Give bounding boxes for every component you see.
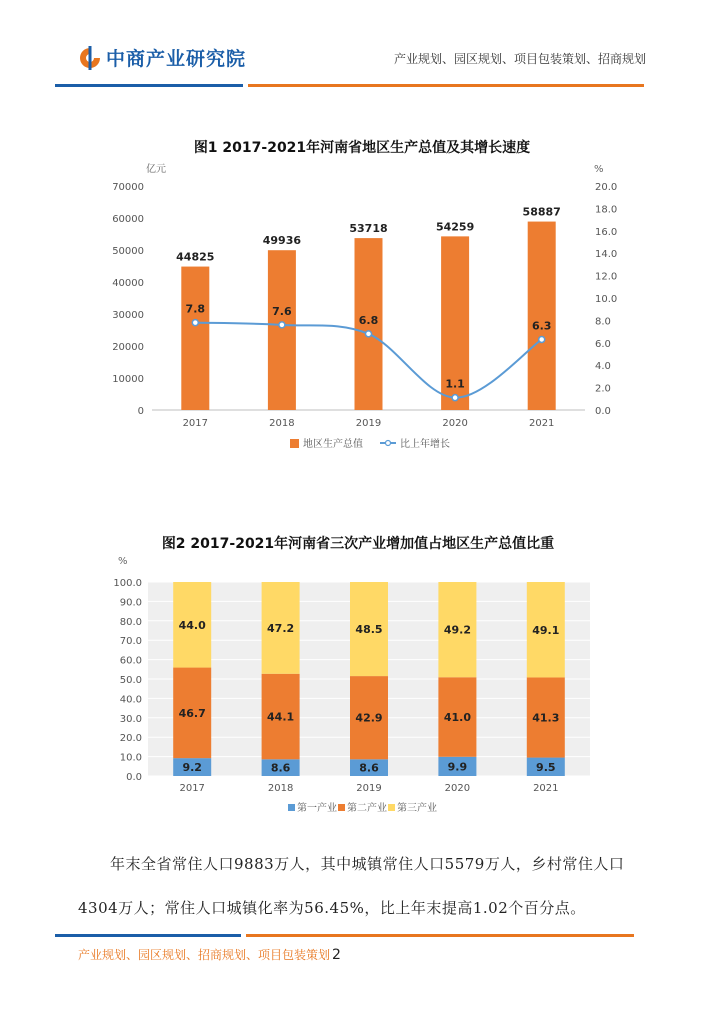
growth-point (366, 331, 372, 337)
chart2-y-tick: 40.0 (119, 694, 142, 706)
chart1-x-tick: 2018 (269, 418, 295, 429)
population-paragraph (78, 842, 650, 930)
legend-swatch-gdp (290, 439, 299, 448)
industry-chart-svg (0, 528, 724, 828)
primary-segment-label: 9.2 (182, 761, 202, 775)
primary-segment-label: 8.6 (270, 761, 291, 775)
chart2-y-tick: 70.0 (119, 636, 142, 648)
logo (78, 44, 246, 71)
page-number: 2 (332, 947, 341, 963)
chart1-x-tick: 2019 (355, 418, 382, 429)
chart2-y-tick: 50.0 (119, 675, 142, 686)
footer-text: 产业规划、园区规划、招商规划、项目包装策划 (78, 948, 331, 962)
chart-industry-share (0, 528, 724, 828)
legend-swatch-primary (288, 804, 295, 811)
chart2-title: 图2 2017-2021年河南省三次产业增加值占地区生产总值比重 (161, 536, 555, 552)
chart1-y2-tick: 2.0 (595, 383, 611, 395)
chart2-y-tick: 80.0 (119, 616, 142, 628)
legend-marker-growth (386, 441, 391, 446)
tertiary-segment-label: 44.0 (178, 618, 206, 632)
chart1-y2-tick: 6.0 (595, 338, 611, 350)
chart2-x-tick: 2019 (356, 783, 382, 794)
growth-label: 7.8 (185, 302, 206, 316)
footer-rule-blue (55, 934, 241, 937)
chart1-legend (290, 437, 450, 450)
secondary-segment-label: 41.0 (443, 711, 471, 725)
chart1-x-tick: 2021 (528, 418, 555, 429)
secondary-segment-label: 41.3 (532, 711, 560, 725)
tertiary-segment-label: 48.5 (355, 623, 383, 637)
legend-label-secondary: 第二产业 (347, 803, 387, 814)
gdp-bar (181, 267, 209, 410)
chart1-y-tick: 60000 (112, 214, 144, 225)
chart1-bars (176, 206, 561, 410)
footer (78, 946, 341, 963)
chart2-x-tick: 2018 (267, 783, 294, 794)
chart2-legend (288, 801, 437, 814)
legend-swatch-secondary (338, 804, 345, 811)
growth-label: 1.1 (445, 377, 465, 391)
logo-icon (78, 46, 102, 70)
chart1-y2-tick: 10.0 (595, 294, 618, 305)
secondary-segment-label: 42.9 (355, 711, 383, 725)
chart1-y-tick: 50000 (112, 246, 144, 257)
growth-label: 6.8 (358, 313, 379, 327)
growth-point (452, 395, 458, 401)
chart2-y-tick: 90.0 (119, 597, 142, 609)
header-rule-blue (55, 84, 243, 87)
chart1-y2-tick: 14.0 (595, 249, 618, 261)
chart1-y-tick: 10000 (112, 374, 144, 385)
chart2-x-tick: 2020 (444, 783, 471, 794)
legend-label-gdp: 地区生产总值 (303, 439, 363, 450)
chart1-left-unit: 亿元 (146, 164, 166, 175)
chart2-y-tick: 60.0 (119, 655, 142, 667)
gdp-bar-label: 53718 (349, 222, 388, 236)
growth-label: 7.6 (272, 304, 292, 318)
legend-label-tertiary: 第三产业 (397, 803, 437, 814)
chart1-y2-tick: 8.0 (595, 316, 611, 328)
legend-label-growth: 比上年增长 (400, 439, 450, 450)
chart2-x-tick: 2021 (533, 783, 559, 794)
growth-point (539, 336, 545, 342)
gdp-chart-svg (0, 128, 724, 458)
legend-swatch-tertiary (388, 804, 395, 811)
growth-point (192, 320, 198, 326)
chart1-y-tick: 40000 (112, 278, 144, 289)
legend-label-primary: 第一产业 (297, 803, 337, 814)
chart1-y2-tick: 12.0 (595, 271, 618, 283)
primary-segment-label: 9.5 (536, 760, 556, 774)
chart1-title: 图1 2017-2021年河南省地区生产总值及其增长速度 (193, 140, 531, 156)
gdp-bar (528, 222, 556, 410)
gdp-bar-label: 44825 (176, 250, 215, 264)
chart2-x-tick: 2017 (179, 783, 205, 794)
chart2-y-tick: 0.0 (126, 772, 142, 783)
gdp-bar-label: 49936 (262, 234, 302, 248)
header-tagline: 产业规划、园区规划、项目包装策划、招商规划 (393, 52, 646, 66)
chart2-y-tick: 30.0 (119, 713, 142, 725)
paragraph-text: 年末全省常住人口9883万人，其中城镇常住人口5579万人，乡村常住人口4304万人；常住人口城镇化率为56.45%，比上年末提高1.02个百分点。 (78, 855, 625, 917)
secondary-segment-label: 44.1 (267, 710, 295, 724)
gdp-bar (268, 250, 296, 410)
primary-segment-label: 9.9 (447, 760, 468, 774)
chart2-y-tick: 100.0 (113, 578, 142, 589)
chart1-y2-tick: 4.0 (595, 361, 611, 373)
chart1-right-unit: % (594, 164, 604, 175)
footer-rule-orange (246, 934, 634, 937)
chart2-y-tick: 10.0 (119, 752, 142, 764)
growth-label: 6.3 (531, 319, 552, 333)
logo-text: 中商产业研究院 (106, 48, 247, 70)
chart1-y2-tick: 20.0 (595, 182, 618, 193)
chart1-y2-tick: 0.0 (595, 406, 611, 417)
page-header (0, 0, 724, 90)
chart1-x-tick: 2017 (182, 418, 209, 429)
secondary-segment-label: 46.7 (178, 706, 206, 720)
gdp-bar-label: 58887 (522, 205, 561, 219)
chart1-x-tick: 2020 (442, 418, 468, 429)
growth-point (279, 322, 285, 328)
chart1-y2-tick: 18.0 (595, 204, 618, 216)
tertiary-segment-label: 49.1 (532, 623, 560, 637)
chart2-y-tick: 20.0 (119, 733, 142, 745)
header-rule-orange (248, 84, 644, 87)
primary-segment-label: 8.6 (359, 761, 379, 775)
tertiary-segment-label: 47.2 (267, 621, 295, 635)
chart-gdp (0, 128, 724, 458)
tertiary-segment-label: 49.2 (443, 623, 471, 637)
chart1-y-tick: 20000 (112, 342, 144, 353)
chart1-y-tick: 70000 (112, 182, 144, 193)
chart1-y-tick: 0 (137, 406, 144, 417)
chart1-y2-tick: 16.0 (595, 226, 618, 238)
gdp-bar-label: 54259 (435, 220, 475, 234)
chart2-unit: % (118, 556, 128, 567)
chart1-y-tick: 30000 (112, 310, 144, 321)
